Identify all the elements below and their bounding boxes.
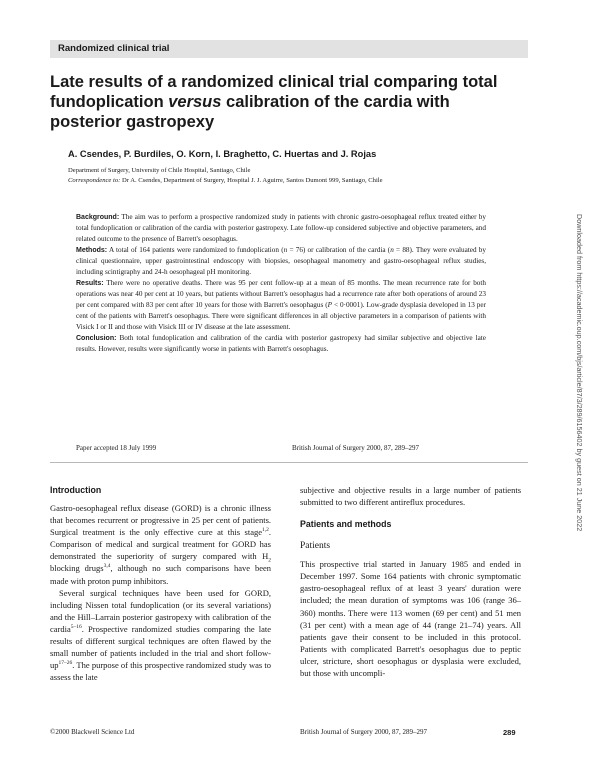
divider xyxy=(50,462,528,463)
section-label: Randomized clinical trial xyxy=(50,40,528,58)
left-column xyxy=(50,484,271,683)
right-column xyxy=(300,484,521,679)
accepted-date: Paper accepted 18 July 1999 xyxy=(76,444,157,452)
copyright: ©2000 Blackwell Science Ltd xyxy=(50,728,135,736)
journal-citation: British Journal of Surgery 2000, 87, 289–297 xyxy=(292,444,420,452)
intro-continuation: subjective and objective results in a large number of patients submitted to two different antireflux procedures. xyxy=(300,485,521,508)
intro-paragraph-1: Gastro-oesophageal reflux disease (GORD) is a chronic illness that becomes recurrent or progressive in 25 per cent of patients. Surgical treatment is the only effective cure at this stage$^{1,2}$. Comparison of medical and surgical treatment for GORD has demonstrated the superiority of surgery compared with $H_2$ blocking drugs$^{3,4}$, although no such comparisons have been made with proton pump inhibitors. xyxy=(50,503,271,586)
intro-paragraph-2: Several surgical techniques have been used for GORD, including Nissen total fundoplication (or its several variations) and the Hill–Larrain posterior gastropexy with calibration of the cardia$^{5-16}$. Prospective randomized studies comparing the late results of different surgical techniques are often flawed by the small number of patients included in the trial and short follow-$up^{17-26}$. The purpose of this prospective randomized study was to assess the late xyxy=(50,587,271,683)
abstract xyxy=(76,212,486,355)
download-watermark: Downloaded from https://academic.oup.com/bjs/article/87/3/289/6156402 by guest on 21 June 2022 xyxy=(575,214,584,532)
author-list: A. Csendes, P. Burdiles, O. Korn, I. Braghetto, C. Huertas and J. Rojas xyxy=(68,149,377,159)
introduction-heading: Introduction xyxy=(50,485,102,495)
abstract-background: Background: The aim was to perform a prospective randomized study in patients with chronic gastro-oesophageal reflux treated either by total fundoplication or calibration of the cardia with posterior gastropexy. Late follow-up considered subjective and objective parameters, and related outcome to the presence of Barrett's oesophagus. xyxy=(76,213,486,243)
article-title: Late results of a randomized clinical trial comparing total fundoplication versus calibration of the cardia with posterior gastropexy xyxy=(50,73,498,131)
affiliation: Department of Surgery, University of Chile Hospital, Santiago, Chile xyxy=(68,167,251,174)
patients-paragraph: This prospective trial started in January 1985 and ended in December 1997. Some 164 patients with chronic symptomatic gastro-oesophageal reflux of at least 3 years' duration were included; the mean duration of symptoms was 106 (range 36–360) months. There were 113 women (69 per cent) and 51 men (31 per cent) with a mean age of 44 (range 21–74) years. All patients gave their consent to be included in this protocol. Patients with complicated Barrett's oesophagus due to peptic ulcer, stricture, short oesophagus or dysplasia were excluded, but those with uncompli- xyxy=(300,559,521,679)
patients-methods-heading: Patients and methods xyxy=(300,519,392,530)
patients-subheading: Patients xyxy=(300,541,331,552)
abstract-conclusion: Conclusion: Both total fundoplication and calibration of the cardia with posterior gastropexy had similar subjective and objective late results. However, results were significantly worse in patients with Barrett's oesophagus. xyxy=(76,334,486,353)
correspondence: Correspondence to: Dr A. Csendes, Department of Surgery, Hospital J. J. Aguirre, Santos Dumont 999, Santiago, Chile xyxy=(68,177,383,184)
abstract-methods: Methods: A total of 164 patients were randomized to fundoplication (n = 76) or calibration of the cardia (n = 88). They were evaluated by clinical questionnaire, upper gastrointestinal endoscopy with biopsies, oesophageal manometry and gastro-oesophageal reflux studies, including scintigraphy and 24-h oesophageal pH monitoring. xyxy=(76,246,486,276)
abstract-results: Results: There were no operative deaths. There was 95 per cent follow-up at a mean of 85 months. The mean recurrence rate for both operations was near 40 per cent at 10 years, but patients without Barrett's oesophagus had a recurrence rate after both operations of around 23 per cent compared with 83 per cent after 10 years for those with Barrett's oesophagus (P < 0·0001). Low-grade dysplasia developed in 13 per cent of the patients with Barrett's oesophagus. There were significant differences in all objective parameters in a comparison of patients with Visick I or II and those with Visick III or IV disease at the late assessment. xyxy=(76,279,486,331)
page-number: 289 xyxy=(503,728,516,737)
footer-journal: British Journal of Surgery 2000, 87, 289–297 xyxy=(300,728,428,736)
